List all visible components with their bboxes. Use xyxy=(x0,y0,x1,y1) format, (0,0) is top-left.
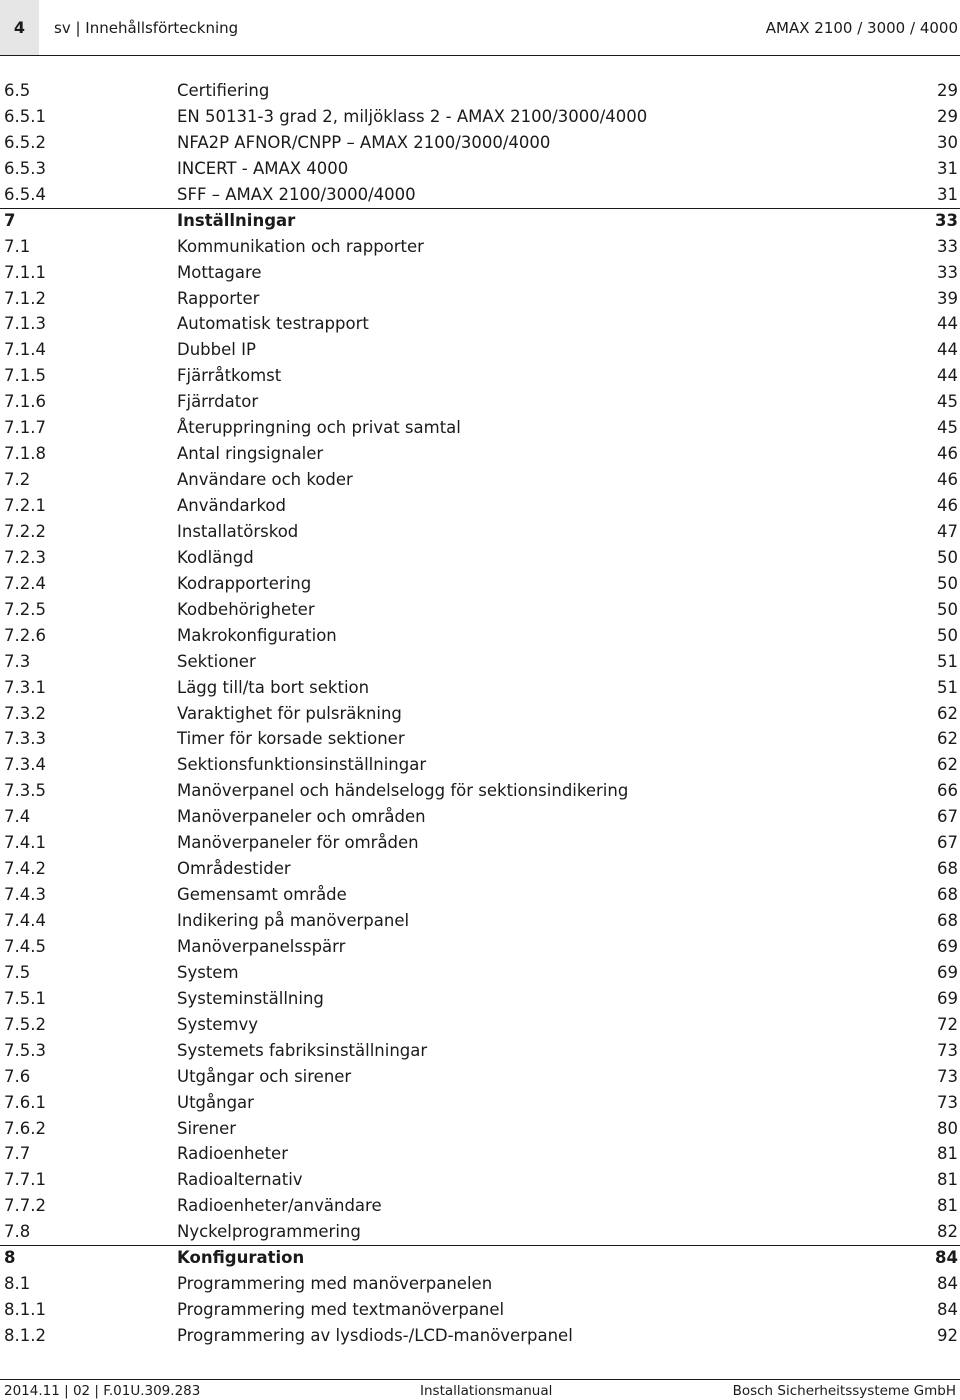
toc-entry-page: 84 xyxy=(935,1248,958,1268)
toc-entry[interactable] xyxy=(0,1167,960,1193)
toc-entry-number: 7.7.1 xyxy=(4,1170,46,1190)
toc-entry[interactable] xyxy=(0,571,960,597)
toc-entry-title: Systemets fabriksinställningar xyxy=(177,1040,428,1060)
toc-entry-title: Sirener xyxy=(177,1118,237,1138)
page-footer xyxy=(0,1379,960,1400)
toc-entry-title: EN 50131-3 grad 2, miljöklass 2 - AMAX 2100/3000/4000 xyxy=(177,106,648,126)
toc-entry[interactable] xyxy=(0,389,960,415)
toc-entry-page: 73 xyxy=(937,1040,958,1060)
toc-entry-number: 7 xyxy=(4,210,16,230)
toc-entry-title: Manöverpanelsspärr xyxy=(177,936,346,956)
toc-entry-title: Kodrapportering xyxy=(177,573,312,593)
toc-entry[interactable] xyxy=(0,260,960,286)
toc-entry-title: Systeminställning xyxy=(177,988,324,1008)
toc-entry-page: 31 xyxy=(937,158,958,178)
toc-entry-page: 67 xyxy=(937,807,958,827)
toc-entry-page: 45 xyxy=(937,418,958,438)
toc-entry[interactable] xyxy=(0,1219,960,1245)
toc-entry-page: 80 xyxy=(937,1118,958,1138)
toc-entry-number: 7.6.2 xyxy=(4,1118,46,1138)
section-title: sv | Innehållsförteckning xyxy=(54,18,239,37)
page-number: 4 xyxy=(0,0,39,55)
toc-entry-number: 7.2.6 xyxy=(4,625,46,645)
toc-entry-number: 7.1.6 xyxy=(4,392,46,412)
toc-entry-number: 7.1.3 xyxy=(4,314,46,334)
toc-entry[interactable] xyxy=(0,1193,960,1219)
toc-entry-page: 29 xyxy=(937,81,958,100)
toc-entry[interactable] xyxy=(0,78,960,104)
toc-entry-page: 62 xyxy=(937,755,958,775)
toc-entry-number: 7.4.5 xyxy=(4,936,46,956)
toc-entry-page: 39 xyxy=(937,288,958,308)
toc-entry-page: 72 xyxy=(937,1014,958,1034)
toc-entry[interactable] xyxy=(0,701,960,727)
toc-entry[interactable] xyxy=(0,986,960,1012)
toc-entry-number: 7.7 xyxy=(4,1144,31,1164)
toc-entry[interactable] xyxy=(0,1297,960,1323)
toc-entry-title: Varaktighet för pulsräkning xyxy=(177,703,402,723)
toc-entry[interactable] xyxy=(0,1141,960,1167)
toc-entry-page: 45 xyxy=(937,392,958,412)
toc-entry[interactable] xyxy=(0,726,960,752)
toc-entry-title: Indikering på manöverpanel xyxy=(177,911,410,930)
toc-entry-title: Systemvy xyxy=(177,1014,259,1034)
toc-entry-page: 68 xyxy=(937,911,958,930)
toc-entry[interactable] xyxy=(0,519,960,545)
toc-entry[interactable] xyxy=(0,545,960,571)
toc-entry-number: 7.1 xyxy=(4,236,31,256)
toc-entry-number: 6.5.4 xyxy=(4,184,46,204)
toc-entry-number: 7.1.5 xyxy=(4,366,46,386)
toc-entry[interactable] xyxy=(0,208,960,234)
toc-entry-page: 69 xyxy=(937,936,958,956)
toc-entry-title: Fjärråtkomst xyxy=(177,366,282,386)
toc-entry-page: 31 xyxy=(937,184,958,204)
toc-entry-number: 7.5.1 xyxy=(4,988,46,1008)
toc-entry-page: 44 xyxy=(937,340,958,360)
toc-entry-title: Makrokonfiguration xyxy=(177,625,337,645)
toc-entry-number: 7.2.4 xyxy=(4,573,46,593)
toc-entry[interactable] xyxy=(0,908,960,934)
toc-entry[interactable] xyxy=(0,675,960,701)
toc-entry-title: Användarkod xyxy=(177,496,286,515)
toc-entry-page: 51 xyxy=(937,651,958,671)
toc-entry-number: 7.4.2 xyxy=(4,859,46,879)
toc-entry-page: 33 xyxy=(937,262,958,282)
toc-entry-page: 81 xyxy=(937,1170,958,1190)
toc-entry[interactable] xyxy=(0,156,960,182)
toc-entry-number: 8.1.2 xyxy=(4,1326,46,1345)
toc-entry-title: Mottagare xyxy=(177,262,262,282)
toc-entry-page: 67 xyxy=(937,833,958,853)
toc-entry-title: Certifiering xyxy=(177,81,270,100)
toc-entry[interactable] xyxy=(0,752,960,778)
toc-entry[interactable] xyxy=(0,597,960,623)
toc-entry-page: 62 xyxy=(937,729,958,749)
toc-entry-page: 30 xyxy=(937,132,958,152)
toc-entry-page: 51 xyxy=(937,677,958,697)
toc-entry-title: Fjärrdator xyxy=(177,392,259,412)
toc-entry-title: INCERT - AMAX 4000 xyxy=(177,158,349,178)
toc-entry[interactable] xyxy=(0,182,960,208)
toc-entry-number: 7.2.3 xyxy=(4,547,46,567)
toc-entry[interactable] xyxy=(0,1323,960,1349)
toc-entry[interactable] xyxy=(0,830,960,856)
toc-entry[interactable] xyxy=(0,649,960,675)
toc-entry[interactable] xyxy=(0,882,960,908)
toc-entry-page: 50 xyxy=(937,573,958,593)
toc-entry[interactable] xyxy=(0,311,960,337)
toc-entry-title: Kodbehörigheter xyxy=(177,599,315,619)
toc-entry-title: Användare och koder xyxy=(177,470,353,490)
toc-entry[interactable] xyxy=(0,1012,960,1038)
table-of-contents xyxy=(0,78,960,1349)
toc-entry-number: 7.2 xyxy=(4,470,31,490)
toc-entry-number: 7.4 xyxy=(4,807,31,827)
toc-entry-page: 81 xyxy=(937,1196,958,1216)
toc-entry-title: Lägg till/ta bort sektion xyxy=(177,677,370,697)
toc-entry-page: 46 xyxy=(937,496,958,515)
toc-entry[interactable] xyxy=(0,441,960,467)
toc-entry-number: 7.2.1 xyxy=(4,496,46,515)
toc-entry-title: Inställningar xyxy=(177,210,296,230)
toc-entry-title: Manöverpanel och händelselogg för sektionsindikering xyxy=(177,781,629,801)
toc-entry-title: Automatisk testrapport xyxy=(177,314,369,334)
toc-entry-title: Programmering med textmanöverpanel xyxy=(177,1300,505,1320)
toc-entry-number: 7.3.2 xyxy=(4,703,46,723)
toc-entry[interactable] xyxy=(0,856,960,882)
toc-entry[interactable] xyxy=(0,467,960,493)
toc-entry-title: Radioenheter/användare xyxy=(177,1196,382,1216)
toc-entry-number: 7.5.3 xyxy=(4,1040,46,1060)
toc-entry-page: 84 xyxy=(937,1274,958,1294)
toc-entry-title: System xyxy=(177,962,239,982)
company-name: Bosch Sicherheitssysteme GmbH xyxy=(732,1383,956,1399)
toc-entry[interactable] xyxy=(0,623,960,649)
toc-entry-page: 46 xyxy=(937,470,958,490)
toc-entry-page: 73 xyxy=(937,1066,958,1086)
toc-entry-number: 7.8 xyxy=(4,1222,31,1242)
toc-entry-page: 50 xyxy=(937,547,958,567)
toc-entry[interactable] xyxy=(0,1116,960,1142)
toc-entry-page: 82 xyxy=(937,1222,958,1242)
toc-entry-number: 7.5 xyxy=(4,962,31,982)
toc-entry-page: 33 xyxy=(937,236,958,256)
toc-entry-number: 7.3 xyxy=(4,651,31,671)
toc-entry-title: Antal ringsignaler xyxy=(177,444,324,464)
toc-entry-page: 50 xyxy=(937,625,958,645)
toc-entry-number: 6.5.2 xyxy=(4,132,46,152)
toc-entry-title: NFA2P AFNOR/CNPP – AMAX 2100/3000/4000 xyxy=(177,132,551,152)
toc-entry-number: 7.1.7 xyxy=(4,418,46,438)
toc-entry-number: 7.1.4 xyxy=(4,340,46,360)
toc-entry-title: Sektioner xyxy=(177,651,256,671)
toc-entry-title: Nyckelprogrammering xyxy=(177,1222,361,1242)
toc-entry[interactable] xyxy=(0,363,960,389)
toc-entry[interactable] xyxy=(0,493,960,519)
toc-entry-page: 73 xyxy=(937,1092,958,1112)
toc-entry-number: 7.1.8 xyxy=(4,444,46,464)
toc-entry-title: Programmering med manöverpanelen xyxy=(177,1274,493,1294)
toc-entry-page: 47 xyxy=(937,521,958,541)
toc-entry-number: 7.5.2 xyxy=(4,1014,46,1034)
toc-entry[interactable] xyxy=(0,1064,960,1090)
toc-entry-page: 69 xyxy=(937,988,958,1008)
toc-entry-number: 7.4.4 xyxy=(4,911,46,930)
toc-entry-page: 33 xyxy=(935,210,958,230)
toc-entry[interactable] xyxy=(0,1245,960,1271)
toc-entry-number: 7.2.5 xyxy=(4,599,46,619)
toc-entry-title: Manöverpaneler för områden xyxy=(177,833,419,853)
toc-entry-number: 8.1.1 xyxy=(4,1300,46,1320)
document-reference: 2014.11 | 02 | F.01U.309.283 xyxy=(4,1383,201,1399)
toc-entry-page: 68 xyxy=(937,885,958,905)
toc-entry-page: 81 xyxy=(937,1144,958,1164)
toc-entry-title: SFF – AMAX 2100/3000/4000 xyxy=(177,184,416,204)
toc-entry-page: 69 xyxy=(937,962,958,982)
toc-entry[interactable] xyxy=(0,337,960,363)
toc-entry-title: Installatörskod xyxy=(177,521,299,541)
toc-entry-number: 7.3.3 xyxy=(4,729,46,749)
toc-entry-number: 7.7.2 xyxy=(4,1196,46,1216)
toc-entry-page: 68 xyxy=(937,859,958,879)
toc-entry[interactable] xyxy=(0,286,960,312)
toc-entry-page: 44 xyxy=(937,314,958,334)
toc-entry-title: Utgångar och sirener xyxy=(177,1066,352,1086)
toc-entry-title: Gemensamt område xyxy=(177,885,347,905)
toc-entry-title: Sektionsfunktionsinställningar xyxy=(177,755,427,775)
toc-entry-title: Radioenheter xyxy=(177,1144,288,1164)
toc-entry-page: 44 xyxy=(937,366,958,386)
toc-entry[interactable] xyxy=(0,415,960,441)
toc-entry-number: 7.6.1 xyxy=(4,1092,46,1112)
toc-entry-title: Återuppringning och privat samtal xyxy=(177,418,461,438)
toc-entry-title: Dubbel IP xyxy=(177,340,256,360)
toc-entry-number: 7.4.3 xyxy=(4,885,46,905)
toc-entry-page: 50 xyxy=(937,599,958,619)
toc-entry-number: 7.6 xyxy=(4,1066,31,1086)
toc-entry-title: Rapporter xyxy=(177,288,260,308)
toc-entry-title: Områdestider xyxy=(177,859,291,879)
toc-entry-page: 46 xyxy=(937,444,958,464)
toc-entry-title: Konfiguration xyxy=(177,1248,305,1268)
toc-entry-number: 8.1 xyxy=(4,1274,31,1294)
toc-entry-number: 7.3.1 xyxy=(4,677,46,697)
toc-entry-number: 6.5.1 xyxy=(4,106,46,126)
toc-entry[interactable] xyxy=(0,778,960,804)
toc-entry[interactable] xyxy=(0,934,960,960)
toc-entry-number: 7.3.4 xyxy=(4,755,46,775)
toc-entry[interactable] xyxy=(0,960,960,986)
toc-entry[interactable] xyxy=(0,804,960,830)
toc-entry-number: 8 xyxy=(4,1248,16,1268)
toc-entry-title: Radioalternativ xyxy=(177,1170,303,1190)
toc-entry-page: 66 xyxy=(937,781,958,801)
toc-entry-page: 62 xyxy=(937,703,958,723)
toc-entry[interactable] xyxy=(0,104,960,130)
toc-entry-number: 7.1.1 xyxy=(4,262,46,282)
toc-entry-page: 92 xyxy=(937,1326,958,1345)
toc-entry[interactable] xyxy=(0,130,960,156)
toc-entry-number: 6.5.3 xyxy=(4,158,46,178)
toc-entry-page: 29 xyxy=(937,106,958,126)
toc-entry-title: Programmering av lysdiods-/LCD-manöverpanel xyxy=(177,1326,573,1345)
toc-entry-title: Manöverpaneler och områden xyxy=(177,807,426,827)
toc-entry-number: 7.3.5 xyxy=(4,781,46,801)
toc-entry-number: 7.4.1 xyxy=(4,833,46,853)
toc-entry-title: Timer för korsade sektioner xyxy=(177,729,405,749)
toc-entry[interactable] xyxy=(0,1271,960,1297)
toc-entry-title: Utgångar xyxy=(177,1092,254,1112)
toc-entry-number: 6.5 xyxy=(4,81,31,100)
toc-entry-page: 84 xyxy=(937,1300,958,1320)
toc-entry[interactable] xyxy=(0,1090,960,1116)
document-type: Installationsmanual xyxy=(420,1383,553,1399)
page-header xyxy=(0,0,960,56)
toc-entry[interactable] xyxy=(0,1038,960,1064)
toc-entry-number: 7.1.2 xyxy=(4,288,46,308)
toc-entry-number: 7.2.2 xyxy=(4,521,46,541)
toc-entry[interactable] xyxy=(0,234,960,260)
toc-entry-title: Kodlängd xyxy=(177,547,254,567)
toc-entry-title: Kommunikation och rapporter xyxy=(177,236,424,256)
product-name: AMAX 2100 / 3000 / 4000 xyxy=(765,18,958,37)
